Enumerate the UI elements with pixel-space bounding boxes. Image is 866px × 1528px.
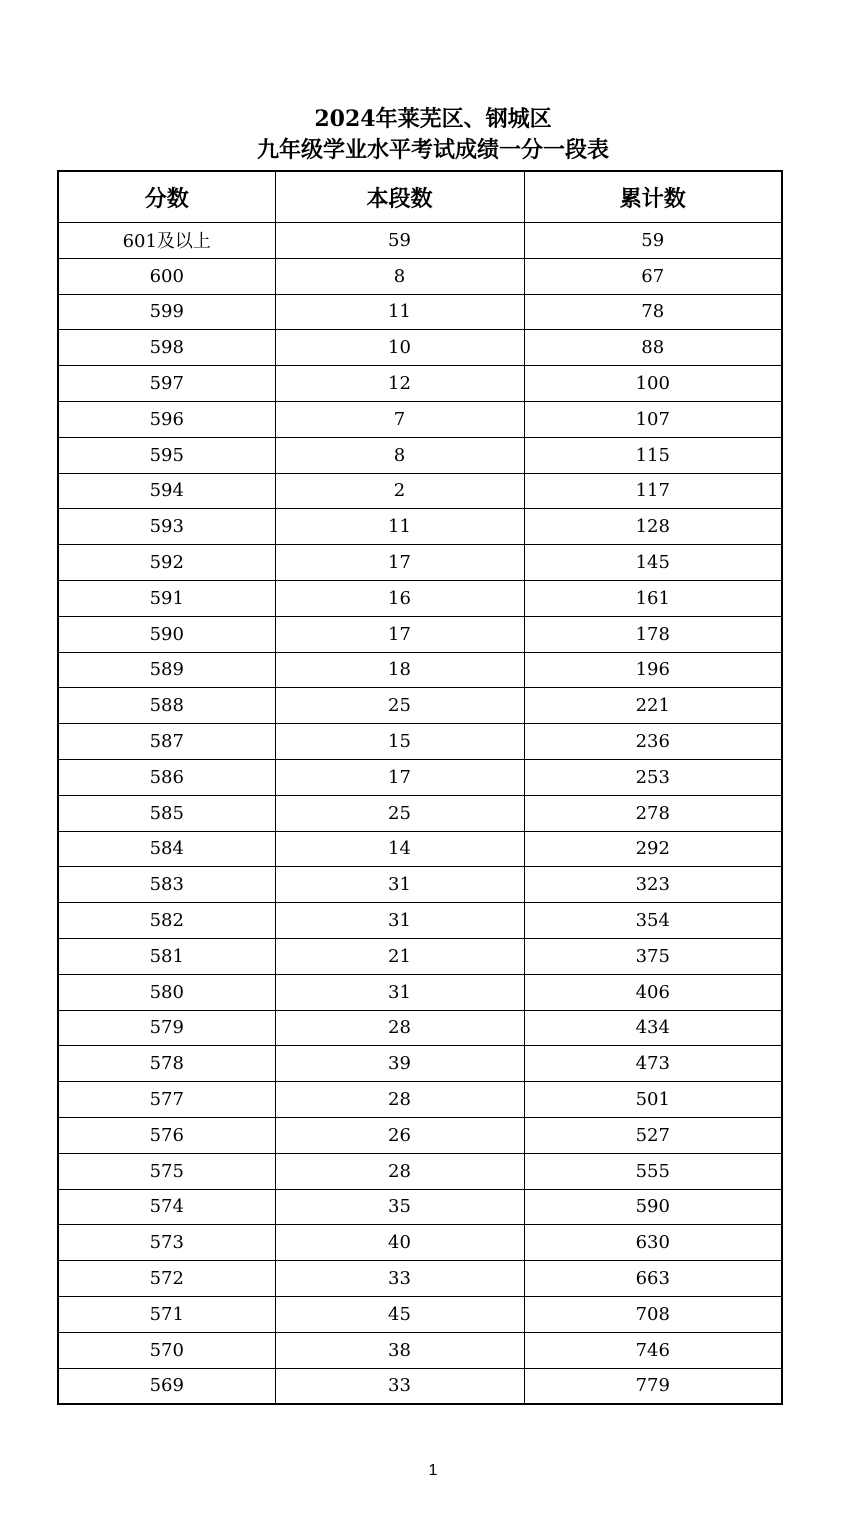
cell-score: 595 bbox=[58, 437, 275, 473]
cell-score: 581 bbox=[58, 938, 275, 974]
header-cumulative-count: 累计数 bbox=[524, 171, 782, 223]
cell-cumulative-count: 145 bbox=[524, 545, 782, 581]
cell-segment-count: 33 bbox=[275, 1368, 524, 1404]
header-score: 分数 bbox=[58, 171, 275, 223]
table-row bbox=[58, 473, 782, 509]
cell-segment-count: 45 bbox=[275, 1296, 524, 1332]
cell-cumulative-count: 128 bbox=[524, 509, 782, 545]
cell-score: 569 bbox=[58, 1368, 275, 1404]
cell-score: 584 bbox=[58, 831, 275, 867]
cell-cumulative-count: 708 bbox=[524, 1296, 782, 1332]
cell-segment-count: 17 bbox=[275, 759, 524, 795]
table-row bbox=[58, 759, 782, 795]
cell-score: 573 bbox=[58, 1225, 275, 1261]
cell-score: 570 bbox=[58, 1332, 275, 1368]
cell-cumulative-count: 115 bbox=[524, 437, 782, 473]
cell-segment-count: 18 bbox=[275, 652, 524, 688]
table-row bbox=[58, 401, 782, 437]
cell-segment-count: 11 bbox=[275, 509, 524, 545]
table-header-row bbox=[58, 171, 782, 223]
cell-segment-count: 40 bbox=[275, 1225, 524, 1261]
cell-score: 582 bbox=[58, 903, 275, 939]
table-row bbox=[58, 1010, 782, 1046]
table-row bbox=[58, 974, 782, 1010]
cell-cumulative-count: 663 bbox=[524, 1261, 782, 1297]
cell-cumulative-count: 590 bbox=[524, 1189, 782, 1225]
cell-cumulative-count: 236 bbox=[524, 724, 782, 760]
cell-segment-count: 16 bbox=[275, 580, 524, 616]
cell-segment-count: 2 bbox=[275, 473, 524, 509]
cell-cumulative-count: 323 bbox=[524, 867, 782, 903]
cell-segment-count: 31 bbox=[275, 903, 524, 939]
cell-segment-count: 15 bbox=[275, 724, 524, 760]
cell-cumulative-count: 59 bbox=[524, 223, 782, 259]
cell-segment-count: 26 bbox=[275, 1117, 524, 1153]
cell-score: 593 bbox=[58, 509, 275, 545]
document-title-line-1: 2024年莱芜区、钢城区 bbox=[314, 106, 552, 132]
table-row bbox=[58, 437, 782, 473]
cell-score: 583 bbox=[58, 867, 275, 903]
cell-cumulative-count: 221 bbox=[524, 688, 782, 724]
table-row bbox=[58, 867, 782, 903]
table-row bbox=[58, 688, 782, 724]
table-body bbox=[58, 223, 782, 1405]
cell-score: 594 bbox=[58, 473, 275, 509]
cell-cumulative-count: 354 bbox=[524, 903, 782, 939]
cell-cumulative-count: 178 bbox=[524, 616, 782, 652]
table-row bbox=[58, 366, 782, 402]
cell-cumulative-count: 161 bbox=[524, 580, 782, 616]
cell-segment-count: 7 bbox=[275, 401, 524, 437]
cell-cumulative-count: 100 bbox=[524, 366, 782, 402]
cell-cumulative-count: 630 bbox=[524, 1225, 782, 1261]
table-row bbox=[58, 1368, 782, 1404]
cell-score: 580 bbox=[58, 974, 275, 1010]
cell-score: 591 bbox=[58, 580, 275, 616]
cell-cumulative-count: 67 bbox=[524, 258, 782, 294]
cell-score: 590 bbox=[58, 616, 275, 652]
cell-cumulative-count: 779 bbox=[524, 1368, 782, 1404]
cell-score: 571 bbox=[58, 1296, 275, 1332]
cell-segment-count: 31 bbox=[275, 974, 524, 1010]
cell-segment-count: 10 bbox=[275, 330, 524, 366]
cell-cumulative-count: 196 bbox=[524, 652, 782, 688]
cell-cumulative-count: 555 bbox=[524, 1153, 782, 1189]
cell-cumulative-count: 406 bbox=[524, 974, 782, 1010]
cell-segment-count: 11 bbox=[275, 294, 524, 330]
table-row bbox=[58, 258, 782, 294]
cell-segment-count: 35 bbox=[275, 1189, 524, 1225]
table-row bbox=[58, 903, 782, 939]
cell-cumulative-count: 375 bbox=[524, 938, 782, 974]
cell-score: 578 bbox=[58, 1046, 275, 1082]
cell-cumulative-count: 746 bbox=[524, 1332, 782, 1368]
cell-cumulative-count: 88 bbox=[524, 330, 782, 366]
table-row bbox=[58, 1296, 782, 1332]
score-distribution-table bbox=[57, 170, 783, 1405]
cell-segment-count: 25 bbox=[275, 795, 524, 831]
cell-score: 589 bbox=[58, 652, 275, 688]
table-row bbox=[58, 616, 782, 652]
cell-score: 575 bbox=[58, 1153, 275, 1189]
cell-segment-count: 28 bbox=[275, 1153, 524, 1189]
cell-cumulative-count: 107 bbox=[524, 401, 782, 437]
cell-segment-count: 8 bbox=[275, 437, 524, 473]
cell-cumulative-count: 253 bbox=[524, 759, 782, 795]
cell-cumulative-count: 278 bbox=[524, 795, 782, 831]
table-row bbox=[58, 223, 782, 259]
cell-segment-count: 38 bbox=[275, 1332, 524, 1368]
cell-cumulative-count: 117 bbox=[524, 473, 782, 509]
table-row bbox=[58, 1225, 782, 1261]
cell-score: 597 bbox=[58, 366, 275, 402]
cell-segment-count: 59 bbox=[275, 223, 524, 259]
table-row bbox=[58, 831, 782, 867]
cell-segment-count: 28 bbox=[275, 1082, 524, 1118]
cell-cumulative-count: 527 bbox=[524, 1117, 782, 1153]
cell-cumulative-count: 434 bbox=[524, 1010, 782, 1046]
cell-segment-count: 21 bbox=[275, 938, 524, 974]
table-row bbox=[58, 330, 782, 366]
table-row bbox=[58, 795, 782, 831]
header-segment-count: 本段数 bbox=[275, 171, 524, 223]
table-row bbox=[58, 580, 782, 616]
cell-segment-count: 33 bbox=[275, 1261, 524, 1297]
table-row bbox=[58, 1261, 782, 1297]
cell-score: 588 bbox=[58, 688, 275, 724]
table-row bbox=[58, 1082, 782, 1118]
cell-score: 579 bbox=[58, 1010, 275, 1046]
cell-cumulative-count: 292 bbox=[524, 831, 782, 867]
table-row bbox=[58, 652, 782, 688]
cell-score: 574 bbox=[58, 1189, 275, 1225]
cell-segment-count: 17 bbox=[275, 616, 524, 652]
cell-score: 586 bbox=[58, 759, 275, 795]
cell-score: 572 bbox=[58, 1261, 275, 1297]
cell-score: 596 bbox=[58, 401, 275, 437]
table-row bbox=[58, 294, 782, 330]
table-row bbox=[58, 545, 782, 581]
table-row bbox=[58, 938, 782, 974]
table-row bbox=[58, 509, 782, 545]
table-row bbox=[58, 1189, 782, 1225]
cell-cumulative-count: 473 bbox=[524, 1046, 782, 1082]
cell-segment-count: 31 bbox=[275, 867, 524, 903]
table-row bbox=[58, 1046, 782, 1082]
cell-score: 587 bbox=[58, 724, 275, 760]
table-row bbox=[58, 1153, 782, 1189]
page-number: 1 bbox=[428, 1462, 438, 1479]
cell-segment-count: 28 bbox=[275, 1010, 524, 1046]
cell-score: 600 bbox=[58, 258, 275, 294]
table-row bbox=[58, 1117, 782, 1153]
cell-segment-count: 8 bbox=[275, 258, 524, 294]
cell-cumulative-count: 78 bbox=[524, 294, 782, 330]
document-title-line-2: 九年级学业水平考试成绩一分一段表 bbox=[256, 137, 609, 163]
cell-cumulative-count: 501 bbox=[524, 1082, 782, 1118]
cell-segment-count: 39 bbox=[275, 1046, 524, 1082]
cell-score: 577 bbox=[58, 1082, 275, 1118]
cell-score: 601及以上 bbox=[58, 223, 275, 259]
cell-score: 592 bbox=[58, 545, 275, 581]
cell-score: 585 bbox=[58, 795, 275, 831]
cell-score: 598 bbox=[58, 330, 275, 366]
table-row bbox=[58, 724, 782, 760]
cell-segment-count: 14 bbox=[275, 831, 524, 867]
cell-segment-count: 25 bbox=[275, 688, 524, 724]
cell-segment-count: 17 bbox=[275, 545, 524, 581]
table-row bbox=[58, 1332, 782, 1368]
cell-score: 599 bbox=[58, 294, 275, 330]
cell-score: 576 bbox=[58, 1117, 275, 1153]
cell-segment-count: 12 bbox=[275, 366, 524, 402]
